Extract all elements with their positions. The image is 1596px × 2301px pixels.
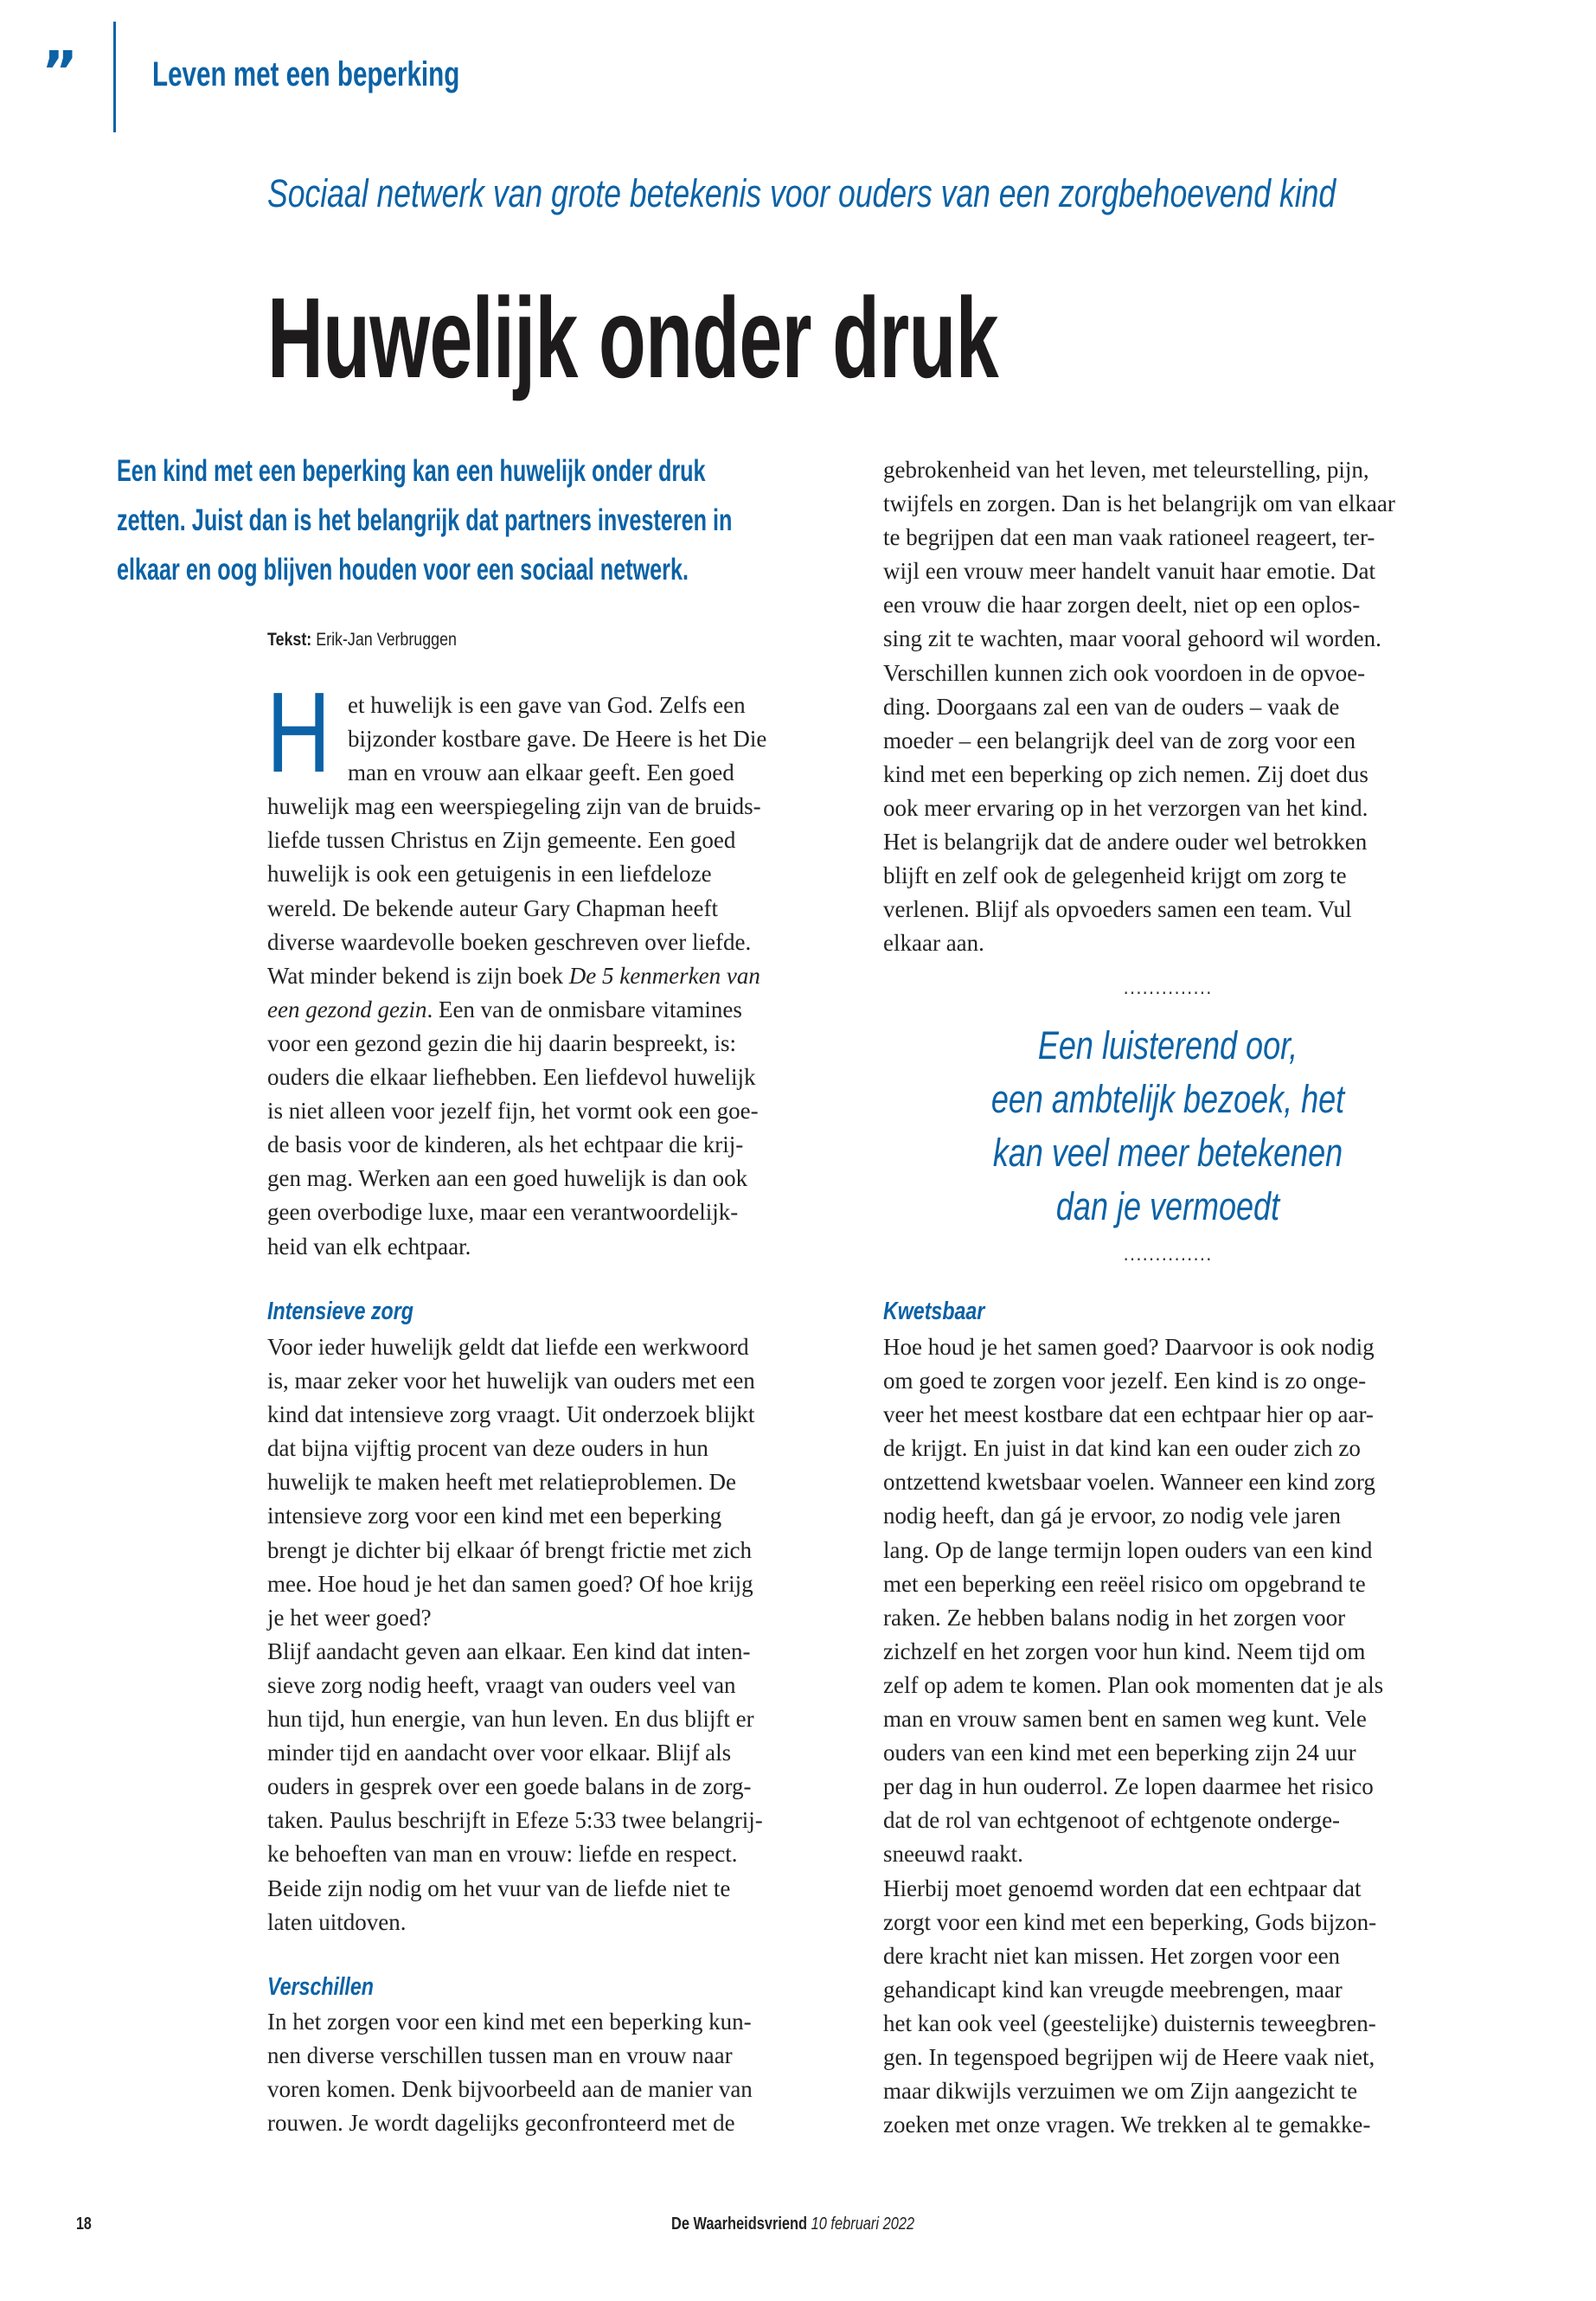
text-line: taken. Paulus beschrijft in Efeze 5:33 twee belangrij- <box>267 1807 763 1834</box>
text-line: heid van elk echtpaar. <box>267 1233 471 1259</box>
text-line: ontzettend kwetsbaar voelen. Wanneer een kind zorg <box>883 1469 1375 1496</box>
text-line: zichzelf en het zorgen voor hun kind. Neem tijd om <box>883 1638 1366 1664</box>
intro-line: zetten. Juist dan is het belangrijk dat partners investeren in <box>117 503 733 537</box>
pullquote-line: kan veel meer betekenen <box>992 1131 1343 1175</box>
text-line: ouders in gesprek over een goede balans in de zorg- <box>267 1773 752 1800</box>
text-line: maar dikwijls verzuimen we om Zijn aangezicht te <box>883 2078 1358 2105</box>
text-line: ouders die elkaar liefhebben. Een liefdevol huwelijk <box>267 1064 756 1091</box>
intro-line: elkaar en oog blijven houden voor een sociaal netwerk. <box>117 553 689 586</box>
text-line: verlenen. Blijf als opvoeders samen een team. Vul <box>883 896 1352 923</box>
text-line: Het is belangrijk dat de andere ouder wel betrokken <box>883 829 1368 856</box>
text-line: ke behoeften van man en vrouw: liefde en respect. <box>267 1841 738 1868</box>
text-line: liefde tussen Christus en Zijn gemeente. Een goed <box>267 827 736 854</box>
publication-name: De Waarheidsvriend <box>671 2214 808 2234</box>
header-divider <box>113 22 116 132</box>
byline <box>267 629 457 651</box>
text-line: minder tijd en aandacht over voor elkaar. Blijf als <box>267 1740 732 1766</box>
text-line <box>267 959 766 993</box>
text-line: nen diverse verschillen tussen man en vrouw naar <box>267 2042 733 2069</box>
footer-publication <box>671 2214 914 2234</box>
text-line: wereld. De bekende auteur Gary Chapman heeft <box>267 894 719 921</box>
text-line: sing zit te wachten, maar vooral gehoord wil worden. <box>883 625 1381 652</box>
pullquote-divider-top: .............. <box>1123 977 1213 998</box>
text-line: man en vrouw aan elkaar geeft. Een goed <box>348 760 734 786</box>
italic-text: De 5 kenmerken van <box>568 962 760 989</box>
text-line: diverse waardevolle boeken geschreven over liefde. <box>267 928 752 955</box>
text-line: hun tijd, hun energie, van hun leven. En dus blijft er <box>267 1706 754 1733</box>
text-line: brengt je dichter bij elkaar óf brengt frictie met zich <box>267 1536 752 1563</box>
text-line: is niet alleen voor jezelf fijn, het vormt ook een goe- <box>267 1098 759 1125</box>
article-title: Huwelijk onder druk <box>267 274 998 401</box>
text-line: zoeken met onze vragen. We trekken al te gemakke- <box>883 2112 1371 2138</box>
text-line: rouwen. Je wordt dagelijks geconfronteerd met de <box>267 2110 735 2137</box>
italic-text: een gezond gezin <box>267 996 427 1022</box>
text-segment: . Een van de onmisbare vitamines <box>426 996 742 1022</box>
text-line: kind met een beperking op zich nemen. Zij doet dus <box>883 760 1368 787</box>
text-line: voor een gezond gezin die hij daarin bespreekt, is: <box>267 1029 737 1056</box>
text-line: je het weer goed? <box>267 1604 432 1631</box>
pullquote-line: een ambtelijk bezoek, het <box>990 1077 1345 1121</box>
text-line: de krijgt. En juist in dat kind kan een ouder zich zo <box>883 1435 1361 1462</box>
text-line: bijzonder kostbare gave. De Heere is het Die <box>348 726 767 753</box>
text-line: veer het meest kostbare dat een echtpaar hier op aar- <box>883 1401 1374 1428</box>
text-line: raken. Ze hebben balans nodig in het zorgen voor <box>883 1604 1346 1631</box>
text-line: geen overbodige luxe, maar een verantwoordelijk- <box>267 1199 739 1226</box>
text-line: intensieve zorg voor een kind met een beperking <box>267 1503 722 1529</box>
text-line: ouders van een kind met een beperking zijn 24 uur <box>883 1740 1356 1766</box>
text-line: et huwelijk is een gave van God. Zelfs een <box>348 692 746 718</box>
opening-paragraph <box>267 689 766 1264</box>
text-line: dere kracht niet kan missen. Het zorgen voor een <box>883 1942 1341 1969</box>
pull-quote <box>917 1019 1419 1234</box>
text-line: mee. Hoe houd je het dan samen goed? Of hoe krijg <box>267 1570 753 1597</box>
text-line: ding. Doorgaans zal een van de ouders – vaak de <box>883 693 1340 720</box>
text-line: dat de rol van echtgenoot of echtgenote onderge- <box>883 1807 1341 1834</box>
section-intensieve-zorg <box>267 1330 763 1939</box>
section-verschillen <box>267 2005 753 2140</box>
subheading-intensieve-zorg: Intensieve zorg <box>267 1298 413 1325</box>
text-line: een vrouw die haar zorgen deelt, niet op een oplos- <box>883 592 1361 619</box>
text-line: moeder – een belangrijk deel van de zorg voor een <box>883 727 1356 753</box>
text-line: met een beperking een reëel risico om opgebrand te <box>883 1570 1366 1597</box>
text-line: huwelijk is ook een getuigenis in een liefdeloze <box>267 861 712 888</box>
text-line: per dag in hun ouderrol. Ze lopen daarmee het risico <box>883 1773 1374 1800</box>
text-line: gebrokenheid van het leven, met teleurstelling, pijn, <box>883 457 1369 483</box>
text-line: nodig heeft, dan gá je ervoor, zo nodig vele jaren <box>883 1503 1341 1529</box>
text-line: te begrijpen dat een man vaak rationeel reageert, ter- <box>883 524 1375 551</box>
drop-cap: H <box>266 669 331 796</box>
section-label: Leven met een beperking <box>152 55 460 93</box>
pullquote-divider-bottom: .............. <box>1123 1244 1213 1265</box>
text-line <box>267 993 766 1027</box>
section-kwetsbaar <box>883 1330 1383 2142</box>
text-line: Voor ieder huwelijk geldt dat liefde een werkwoord <box>267 1334 749 1360</box>
text-line: het kan ook veel (geestelijke) duisternis teweegbren- <box>883 2009 1376 2036</box>
pullquote-line: dan je vermoedt <box>1055 1184 1280 1228</box>
intro-line: Een kind met een beperking kan een huwelijk onder druk <box>117 454 706 488</box>
text-line: Hoe houd je het samen goed? Daarvoor is ook nodig <box>883 1334 1375 1360</box>
article-subtitle: Sociaal netwerk van grote betekenis voor ouders van een zorgbehoevend kind <box>267 171 1336 215</box>
text-line: kind dat intensieve zorg vraagt. Uit onderzoek blijkt <box>267 1401 755 1428</box>
quote-mark-icon: ” <box>42 41 79 105</box>
text-line: lang. Op de lange termijn lopen ouders van een kind <box>883 1536 1373 1563</box>
text-line: ook meer ervaring op in het verzorgen van het kind. <box>883 794 1368 821</box>
text-line: gehandicapt kind kan vreugde meebrengen, maar <box>883 1976 1343 2003</box>
continuation-paragraph <box>883 453 1395 960</box>
text-line: wijl een vrouw meer handelt vanuit haar emotie. Dat <box>883 558 1376 585</box>
text-line: zorgt voor een kind met een beperking, Gods bijzon- <box>883 1908 1377 1935</box>
text-line: huwelijk mag een weerspiegeling zijn van de bruids- <box>267 793 761 820</box>
text-line: twijfels en zorgen. Dan is het belangrijk om van elkaar <box>883 490 1395 517</box>
text-line: sieve zorg nodig heeft, vraagt van ouders veel van <box>267 1671 736 1698</box>
subheading-verschillen: Verschillen <box>267 1973 374 2001</box>
text-line: om goed te zorgen voor jezelf. Een kind is zo onge- <box>883 1368 1367 1394</box>
text-line: blijft en zelf ook de gelegenheid krijgt om zorg te <box>883 862 1347 889</box>
text-segment: Wat minder bekend is zijn boek <box>267 962 569 989</box>
text-line: elkaar aan. <box>883 930 984 957</box>
text-line: gen mag. Werken aan een goed huwelijk is dan ook <box>267 1165 748 1192</box>
text-line: Beide zijn nodig om het vuur van de liefde niet te <box>267 1875 731 1901</box>
article-intro <box>117 446 732 594</box>
byline-label: Tekst: <box>267 630 312 650</box>
text-line: de basis voor de kinderen, als het echtpaar die krij- <box>267 1131 744 1158</box>
text-line: Verschillen kunnen zich ook voordoen in de opvoe- <box>883 659 1366 686</box>
publication-date: 10 februari 2022 <box>811 2214 915 2234</box>
text-line: Blijf aandacht geven aan elkaar. Een kind dat inten- <box>267 1638 751 1664</box>
text-line: sneeuwd raakt. <box>883 1841 1023 1868</box>
text-line: laten uitdoven. <box>267 1908 407 1935</box>
text-line: dat bijna vijftig procent van deze ouders in hun <box>267 1435 708 1462</box>
text-line: In het zorgen voor een kind met een beperking kun- <box>267 2009 752 2035</box>
pullquote-line: Een luisterend oor, <box>1037 1023 1298 1067</box>
text-line: man en vrouw samen bent en samen weg kunt. Vele <box>883 1706 1367 1733</box>
text-line: gen. In tegenspoed begrijpen wij de Heere vaak niet, <box>883 2043 1375 2070</box>
text-line: is, maar zeker voor het huwelijk van ouders met een <box>267 1368 755 1394</box>
text-line: huwelijk te maken heeft met relatieproblemen. De <box>267 1469 737 1496</box>
text-line: Hierbij moet genoemd worden dat een echtpaar dat <box>883 1875 1362 1901</box>
byline-author: Erik-Jan Verbruggen <box>316 630 457 650</box>
text-line: zelf op adem te komen. Plan ook momenten dat je als <box>883 1671 1384 1698</box>
subheading-kwetsbaar: Kwetsbaar <box>883 1298 985 1325</box>
text-line: voren komen. Denk bijvoorbeeld aan de manier van <box>267 2076 753 2103</box>
page-number: 18 <box>76 2214 92 2234</box>
